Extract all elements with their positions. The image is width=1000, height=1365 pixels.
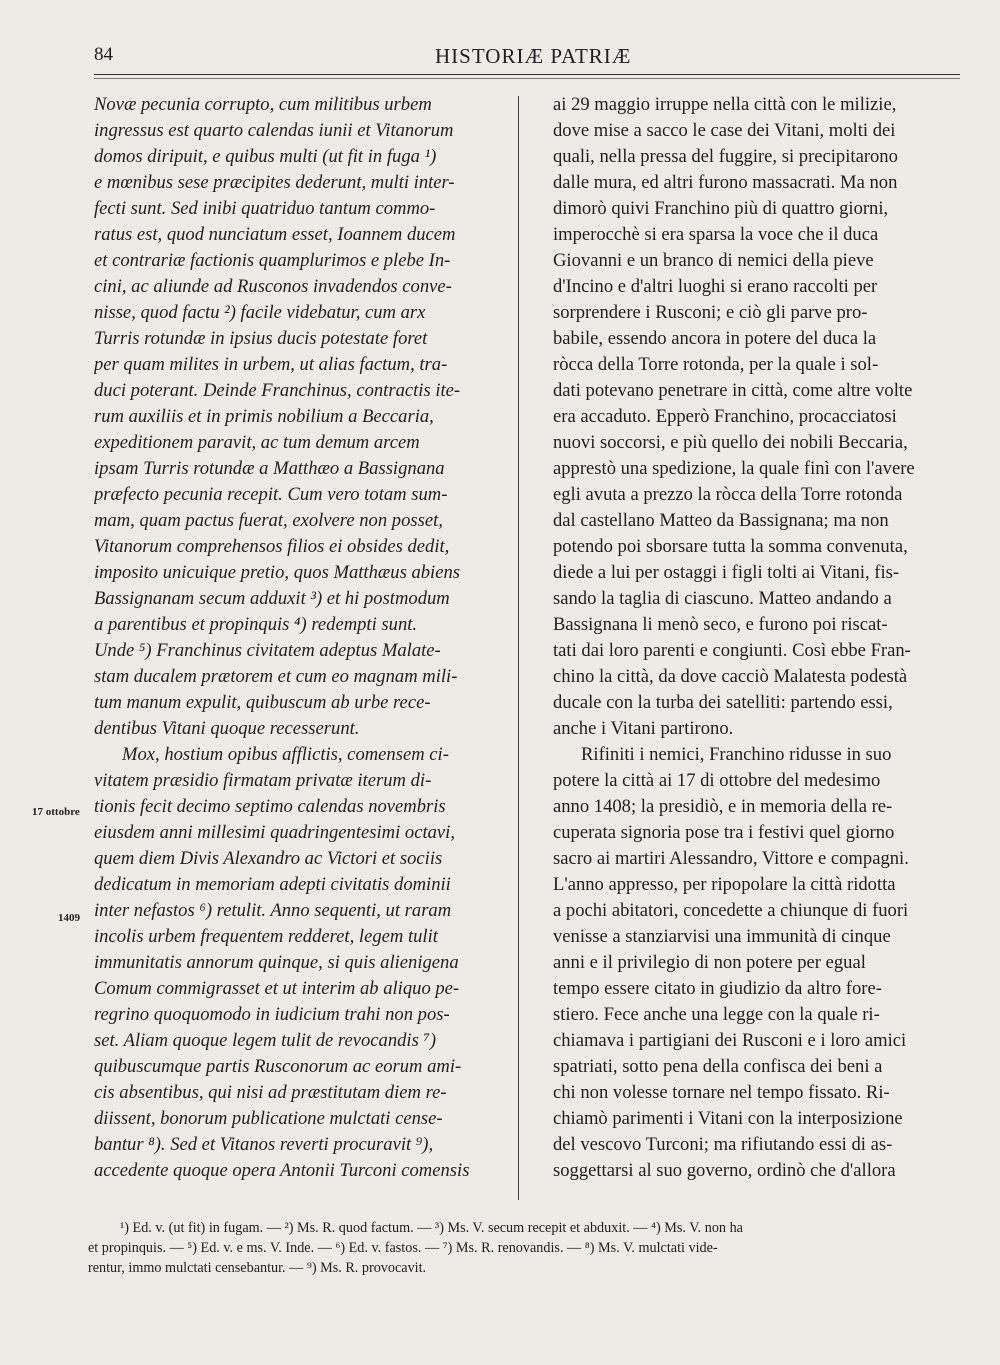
latin-text-line: regrino quoquomodo in iudicium trahi non pos- [94, 1004, 450, 1025]
latin-text-line: quem diem Divis Alexandro ac Victori et sociis [94, 848, 443, 869]
italian-text-line: cuperata signoria pose tra i festivi quel giorno [553, 822, 895, 843]
latin-text-line: stam ducalem prætorem et cum eo magnam mili- [94, 666, 458, 687]
italian-text-line: dal castellano Matteo da Bassignana; ma non [553, 510, 889, 531]
latin-text-line: vitatem præsidio firmatam privatæ iterum di- [94, 770, 432, 791]
italian-text-line: chi non volesse tornare nel tempo fissato. Ri- [553, 1082, 890, 1103]
italian-text-line: spatriati, sotto pena della confisca dei beni a [553, 1056, 883, 1077]
latin-text-line: domos diripuit, e quibus multi (ut fit in fuga ¹) [94, 146, 437, 167]
italian-text-line: babile, essendo ancora in potere del duca la [553, 328, 877, 349]
italian-text-line: chino la città, da dove cacciò Malatesta podestà [553, 666, 908, 687]
latin-text-line: ingressus est quarto calendas iunii et Vitanorum [94, 120, 454, 141]
latin-text-line: accedente quoque opera Antonii Turconi comensis [94, 1160, 470, 1181]
page-number: 84 [94, 44, 113, 65]
footnote-line: ¹) Ed. v. (ut fit) in fugam. — ²) Ms. R. quod factum. — ³) Ms. V. secum recepit et abduxit. — ⁴) Ms. V. non ha [120, 1220, 743, 1236]
italian-text-line: nuovi soccorsi, e più quello dei nobili Beccaria, [553, 432, 908, 453]
italian-text-column [553, 92, 963, 1184]
latin-text-line: nisse, quod factu ²) facile videbatur, cum arx [94, 302, 426, 323]
latin-text-line: Turris rotundæ in ipsius ducis potestate foret [94, 328, 428, 349]
italian-text-line: Giovanni e un branco di nemici della pieve [553, 250, 874, 271]
italian-text-line: anno 1408; la presidiò, e in memoria della re- [553, 796, 893, 817]
latin-text-line: dedicatum in memoriam adepti civitatis dominii [94, 874, 451, 895]
italian-text-line: d'Incino e d'altri luoghi si erano raccolti per [553, 276, 878, 297]
latin-text-line: duci poterant. Deinde Franchinus, contractis ite- [94, 380, 461, 401]
margin-note-date: 17 ottobre [32, 806, 80, 818]
italian-text-line: ducale con la turba dei satelliti: partendo essi, [553, 692, 893, 713]
italian-text-line: dalle mura, ed altri furono massacrati. Ma non [553, 172, 898, 193]
italian-text-line: a pochi abitatori, concedette a chiunque di fuori [553, 900, 909, 921]
latin-text-line: fecti sunt. Sed inibi quatriduo tantum commo- [94, 198, 436, 219]
italian-text-line: stiero. Fece anche una legge con la quale ri- [553, 1004, 880, 1025]
italian-text-line: apprestò una spedizione, la quale finì con l'avere [553, 458, 915, 479]
latin-text-line: a parentibus et propinquis ⁴) redempti sunt. [94, 614, 418, 635]
footnote-line: et propinquis. — ⁵) Ed. v. e ms. V. Inde. — ⁶) Ed. v. fastos. — ⁷) Ms. R. renovandis. — ⁸) Ms. V. mulctati vide- [88, 1240, 718, 1256]
italian-text-line: diede a lui per ostaggi i figli tolti ai Vitani, fis- [553, 562, 900, 583]
latin-text-line: Comum commigrasset et ut interim ab aliquo pe- [94, 978, 460, 999]
latin-text-line: quibuscumque partis Rusconorum ac eorum ami- [94, 1056, 462, 1077]
italian-text-line: dati potevano penetrare in città, come altre volte [553, 380, 913, 401]
italian-text-line: potendo poi sborsare tutta la somma convenuta, [553, 536, 908, 557]
italian-text-line: tempo essere citato in giudizio da altro fore- [553, 978, 882, 999]
latin-text-line: Bassignanam secum adduxit ³) et hi postmodum [94, 588, 450, 609]
italian-text-line: egli avuta a prezzo la ròcca della Torre rotonda [553, 484, 903, 505]
italian-text-line: anni e il privilegio di non potere per egual [553, 952, 866, 973]
italian-text-line: soggettarsi al suo governo, ordinò che d'allora [553, 1160, 896, 1181]
italian-text-line: sorprendere i Rusconi; e ciò gli parve pro- [553, 302, 868, 323]
latin-text-line: e mœnibus sese præcipites dederunt, multi inter- [94, 172, 455, 193]
italian-text-line: imperocchè si era sparsa la voce che il duca [553, 224, 879, 245]
latin-text-line: set. Aliam quoque legem tulit de revocandis ⁷) [94, 1030, 437, 1051]
latin-text-line: tionis fecit decimo septimo calendas novembris [94, 796, 446, 817]
latin-text-line: imposito unicuique pretio, quos Matthæus abiens [94, 562, 461, 583]
latin-text-line: ipsam Turris rotundæ a Matthæo a Bassignana [94, 458, 445, 479]
italian-text-line: dimorò quivi Franchino più di quattro giorni, [553, 198, 889, 219]
latin-text-line: Mox, hostium opibus afflictis, comensem ci- [122, 744, 449, 765]
italian-text-line: Bassignana li menò seco, e furono poi riscat- [553, 614, 888, 635]
latin-text-line: cini, ac aliunde ad Rusconos invadendos conve- [94, 276, 452, 297]
latin-text-line: immunitatis annorum quinque, si quis alienigena [94, 952, 459, 973]
latin-text-line: præfecto pecunia recepit. Cum vero totam sum- [94, 484, 448, 505]
italian-text-line: del vescovo Turconi; ma rifiutando essi di as- [553, 1134, 893, 1155]
latin-text-line: cis absentibus, qui nisi ad præstitutam diem re- [94, 1082, 447, 1103]
italian-text-line: chiamò parimenti i Vitani con la interposizione [553, 1108, 903, 1129]
latin-text-line: dentibus Vitani quoque recesserunt. [94, 718, 360, 739]
latin-text-line: tum manum expulit, quibuscum ab urbe rece- [94, 692, 431, 713]
latin-text-line: inter nefastos ⁶) retulit. Anno sequenti, ut raram [94, 900, 452, 921]
latin-text-column [94, 92, 504, 1184]
latin-text-line: Vitanorum comprehensos filios ei obsides dedit, [94, 536, 450, 557]
column-divider [518, 96, 519, 1200]
italian-text-line: ai 29 maggio irruppe nella città con le milizie, [553, 94, 897, 115]
latin-text-line: et contrariæ factionis quamplurimos e plebe In- [94, 250, 451, 271]
italian-text-line: potere la città ai 17 di ottobre del medesimo [553, 770, 881, 791]
italian-text-line: anche i Vitani partirono. [553, 718, 734, 739]
footnote-line: rentur, immo mulctati censebantur. — ⁹) Ms. R. provocavit. [88, 1260, 427, 1276]
italian-text-line: dove mise a sacco le case dei Vitani, molti dei [553, 120, 896, 141]
footnotes [88, 1218, 968, 1278]
latin-text-line: diissent, bonorum publicatione mulctati cense- [94, 1108, 443, 1129]
latin-text-line: bantur ⁸). Sed et Vitanos reverti procuravit ⁹), [94, 1134, 434, 1155]
italian-text-line: sacro ai martiri Alessandro, Vittore e compagni. [553, 848, 909, 869]
italian-text-line: quali, nella pressa del fuggire, si precipitarono [553, 146, 898, 167]
running-title: HISTORIÆ PATRIÆ [435, 44, 632, 68]
italian-text-line: sando la taglia di ciascuno. Matteo andando a [553, 588, 892, 609]
italian-text-line: Rifiniti i nemici, Franchino ridusse in suo [581, 744, 892, 765]
latin-text-line: per quam milites in urbem, ut alias factum, tra- [94, 354, 448, 375]
latin-text-line: expeditionem paravit, ac tum demum arcem [94, 432, 420, 453]
header-rule [94, 74, 960, 75]
italian-text-line: chiamava i partigiani dei Rusconi e i loro amici [553, 1030, 907, 1051]
italian-text-line: era accaduto. Epperò Franchino, procacciatosi [553, 406, 897, 427]
latin-text-line: incolis urbem frequentem redderet, legem tulit [94, 926, 438, 947]
latin-text-line: ratus est, quod nunciatum esset, Ioannem ducem [94, 224, 456, 245]
italian-text-line: ròcca della Torre rotonda, per la quale i sol- [553, 354, 879, 375]
latin-text-line: rum auxiliis et in primis nobilium a Beccaria, [94, 406, 434, 427]
latin-text-line: eiusdem anni millesimi quadringentesimi octavi, [94, 822, 455, 843]
italian-text-line: venisse a stanziarvisi una immunità di cinque [553, 926, 891, 947]
margin-note-year: 1409 [58, 912, 80, 924]
latin-text-line: Novæ pecunia corrupto, cum militibus urbem [94, 94, 432, 115]
header-rule-secondary [94, 78, 960, 79]
latin-text-line: mam, quam pactus fuerat, exolvere non posset, [94, 510, 443, 531]
latin-text-line: Unde ⁵) Franchinus civitatem adeptus Malate- [94, 640, 441, 661]
italian-text-line: tati dai loro parenti e congiunti. Così ebbe Fran- [553, 640, 911, 661]
italian-text-line: L'anno appresso, per ripopolare la città ridotta [553, 874, 896, 895]
